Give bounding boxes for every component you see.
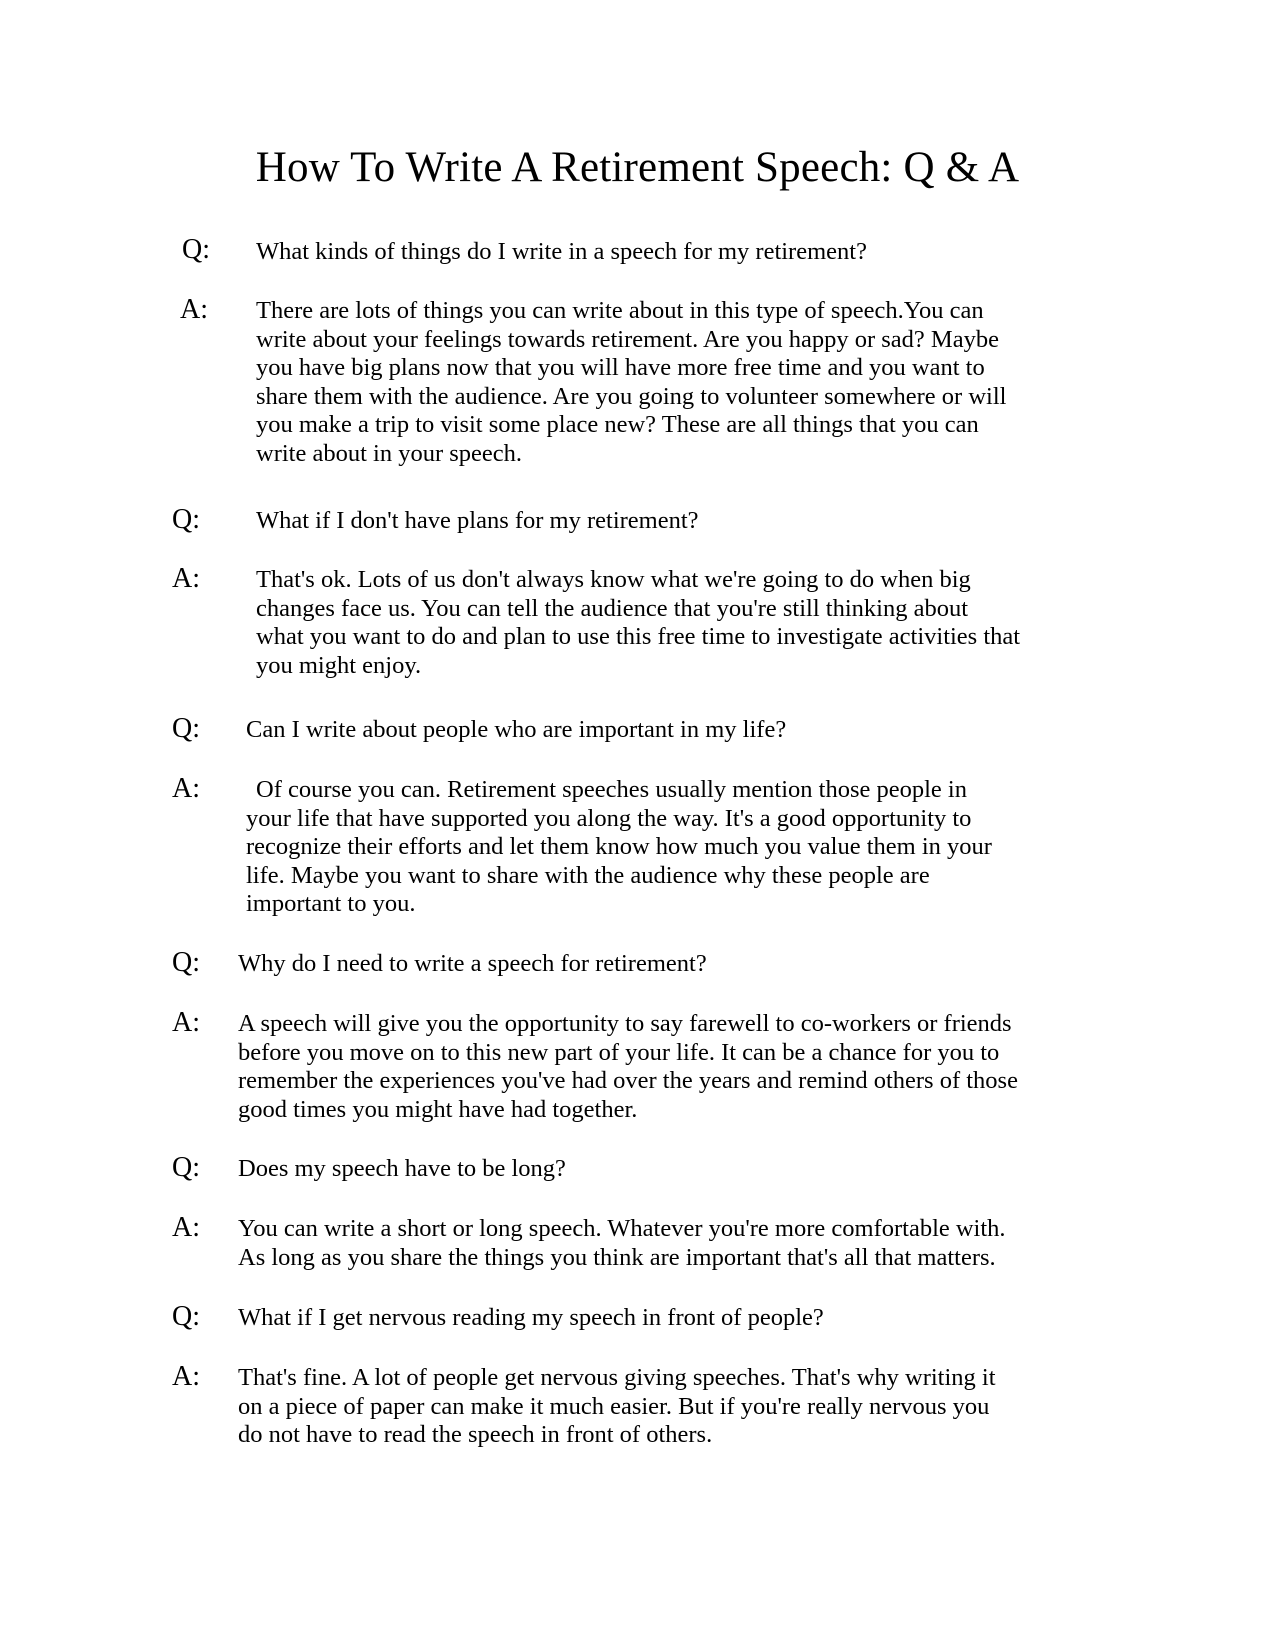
question-line: What if I don't have plans for my retirement? [256, 507, 699, 534]
answer-label: A: [172, 773, 200, 804]
answer-line: recognize their efforts and let them know how much you value them in your [246, 833, 992, 861]
answer-line: before you move on to this new part of your life. It can be a chance for you to [238, 1038, 1000, 1066]
answer-text [256, 297, 1006, 469]
answer-line: That's ok. Lots of us don't always know what we're going to do when big [256, 566, 971, 593]
question-text [246, 716, 786, 745]
answer-line: Of course you can. Retirement speeches usually mention those people in [256, 776, 967, 803]
question-label: Q: [172, 1152, 200, 1183]
answer-label: A: [172, 1212, 200, 1243]
answer-line: you have big plans now that you will have more free time and you want to [256, 354, 985, 382]
answer-text [238, 1010, 1018, 1124]
question-label: Q: [172, 504, 200, 535]
answer-line: A speech will give you the opportunity to say farewell to co-workers or friends [238, 1010, 1012, 1037]
answer-line: life. Maybe you want to share with the audience why these people are [246, 861, 930, 889]
answer-label: A: [172, 1361, 200, 1392]
answer-line: your life that have supported you along the way. It's a good opportunity to [246, 804, 972, 832]
question-text [256, 507, 699, 536]
answer-line: important to you. [246, 890, 416, 918]
answer-line: do not have to read the speech in front of others. [238, 1421, 713, 1449]
answer-label: A: [172, 563, 200, 594]
answer-line: what you want to do and plan to use this free time to investigate activities that [256, 623, 1021, 651]
question-text [238, 1304, 824, 1333]
page-title: How To Write A Retirement Speech: Q & A [255, 144, 1020, 191]
answer-line: on a piece of paper can make it much easier. But if you're really nervous you [238, 1392, 990, 1420]
answer-line: you might enjoy. [256, 651, 422, 679]
answer-label: A: [172, 1007, 200, 1038]
answer-line: you make a trip to visit some place new? These are all things that you can [256, 411, 979, 439]
answer-line: good times you might have had together. [238, 1095, 638, 1123]
question-text [238, 950, 707, 979]
question-line: What if I get nervous reading my speech in front of people? [238, 1304, 824, 1331]
answer-line: There are lots of things you can write about in this type of speech.You can [256, 297, 984, 324]
question-line: Does my speech have to be long? [238, 1155, 566, 1182]
answer-line: changes face us. You can tell the audience that you're still thinking about [256, 594, 969, 622]
answer-text [238, 1215, 1006, 1272]
question-line: Can I write about people who are important in my life? [246, 716, 787, 743]
answer-text [256, 566, 1020, 680]
question-label: Q: [182, 234, 210, 265]
question-text [256, 238, 867, 267]
answer-line: write about in your speech. [256, 439, 523, 467]
answer-line: That's fine. A lot of people get nervous giving speeches. That's why writing it [238, 1364, 996, 1391]
question-line: Why do I need to write a speech for retirement? [238, 950, 707, 977]
answer-line: You can write a short or long speech. Whatever you're more comfortable with. [238, 1215, 1006, 1242]
answer-label: A: [180, 294, 208, 325]
answer-line: share them with the audience. Are you going to volunteer somewhere or will [256, 382, 1007, 410]
question-label: Q: [172, 947, 200, 978]
answer-text [246, 776, 992, 919]
answer-text [238, 1364, 996, 1450]
question-label: Q: [172, 713, 200, 744]
question-label: Q: [172, 1301, 200, 1332]
answer-line: remember the experiences you've had over the years and remind others of those [238, 1067, 1018, 1095]
answer-line: As long as you share the things you think are important that's all that matters. [238, 1243, 996, 1271]
question-line: What kinds of things do I write in a speech for my retirement? [256, 238, 867, 265]
question-text [238, 1155, 566, 1184]
answer-line: write about your feelings towards retirement. Are you happy or sad? Maybe [256, 325, 999, 353]
